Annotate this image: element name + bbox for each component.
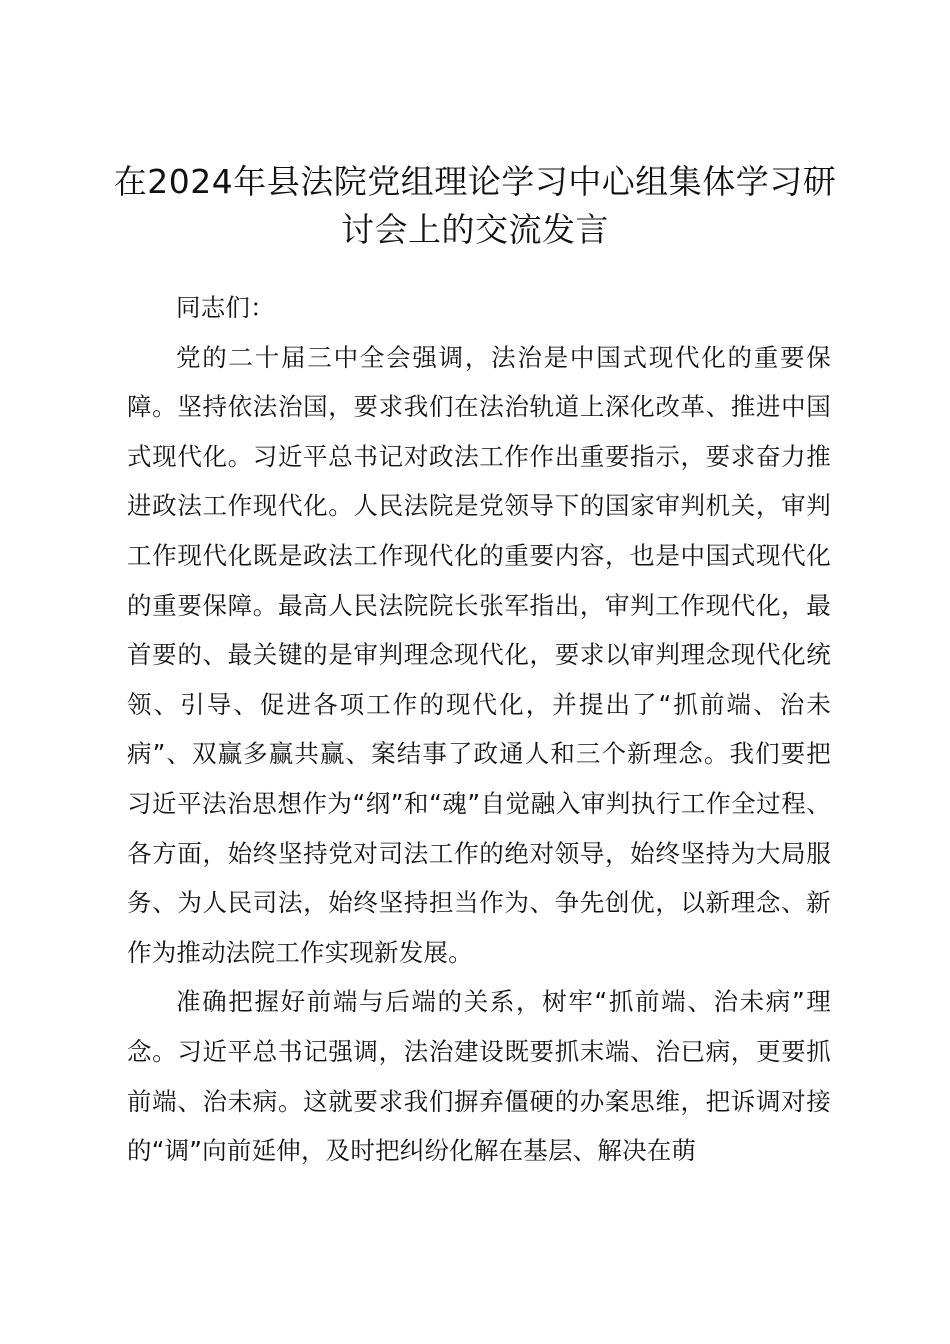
- salutation: 同志们：: [176, 293, 275, 322]
- body-paragraph: 准确把握好前端与后端的关系，树牢“抓前端、治未病”理念。习近平总书记强调，法治建设既要抓末端、治已病，更要抓前端、治未病。这就要求我们摒弃僵硬的办案思维，把诉调对接的“调”向前延伸，及时把纠纷化解在基层、解决在萌: [127, 987, 831, 1166]
- document-title: 在2024年县法院党组理论学习中心组集体学习研讨会上的交流发言: [113, 162, 837, 249]
- body-paragraph: 党的二十届三中全会强调，法治是中国式现代化的重要保障。坚持依法治国，要求我们在法治轨道上深化改革、推进中国式现代化。习近平总书记对政法工作作出重要指示，要求奋力推进政法工作现代化。人民法院是党领导下的国家审判机关，审判工作现代化既是政法工作现代化的重要内容，也是中国式现代化的重要保障。最高人民法院院长张军指出，审判工作现代化，最首要的、最关键的是审判理念现代化，要求以审判理念现代化统领、引导、促进各项工作的现代化，并提出了“抓前端、治未病”、双赢多赢共赢、案结事了政通人和三个新理念。我们要把习近平法治思想作为“纲”和“魂”自觉融入审判执行工作全过程、各方面，始终坚持党对司法工作的绝对领导，始终坚持为大局服务、为人民司法，始终坚持担当作为、争先创优，以新理念、新作为推动法院工作实现新发展。: [127, 342, 831, 967]
- document-body: [127, 283, 831, 1176]
